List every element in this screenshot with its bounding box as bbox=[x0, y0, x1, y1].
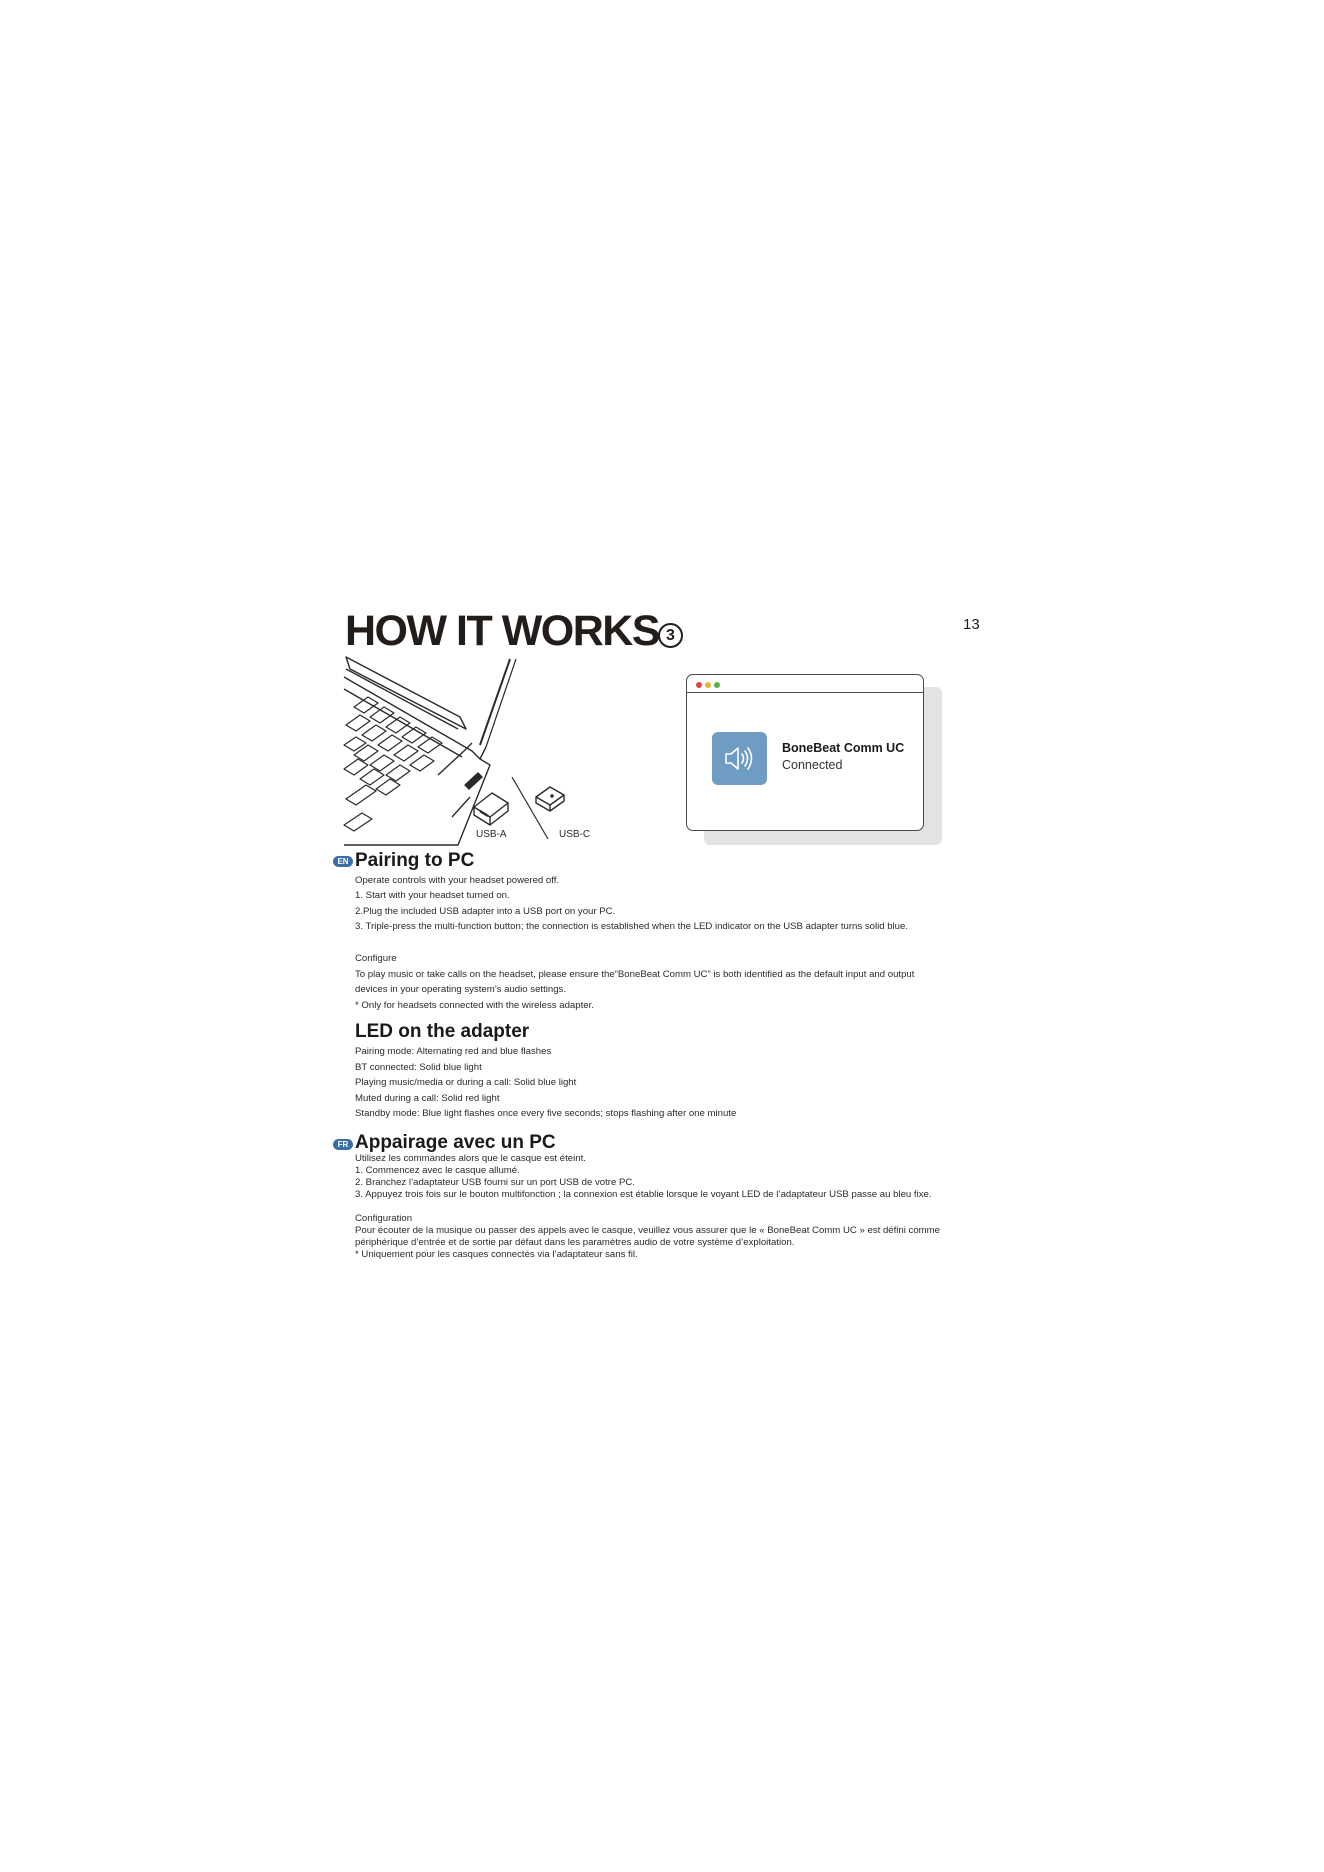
page-number: 13 bbox=[963, 616, 980, 633]
lang-badge-en: EN bbox=[333, 856, 353, 867]
section-heading-pairing: Pairing to PC bbox=[355, 850, 475, 871]
en-line: 2.Plug the included USB adapter into a USB port on your PC. bbox=[355, 906, 616, 917]
en-line: 1. Start with your headset turned on. bbox=[355, 890, 510, 901]
fr-configure-line: périphérique d’entrée et de sortie par défaut dans les paramètres audio de votre système d’exploitation. bbox=[355, 1237, 795, 1248]
fr-line: Utilisez les commandes alors que le casque est éteint. bbox=[355, 1153, 586, 1164]
en-line: Operate controls with your headset powered off. bbox=[355, 875, 560, 886]
fr-configure-line: Pour écouter de la musique ou passer des appels avec le casque, veuillez vous assurer que le « BoneBeat Comm UC » est défini comme bbox=[355, 1225, 940, 1236]
fr-configure-heading: Configuration bbox=[355, 1213, 413, 1224]
fr-line: 1. Commencez avec le casque allumé. bbox=[355, 1165, 520, 1176]
en-configure-heading: Configure bbox=[355, 953, 397, 964]
usb-c-label: USB-C bbox=[559, 829, 591, 840]
speaker-icon bbox=[712, 732, 767, 785]
minimize-dot-icon bbox=[705, 682, 711, 688]
led-line: Pairing mode: Alternating red and blue flashes bbox=[355, 1046, 552, 1057]
device-name: BoneBeat Comm UC bbox=[782, 741, 905, 755]
led-line: BT connected: Solid blue light bbox=[355, 1062, 482, 1073]
step-number-badge: 3 bbox=[658, 623, 683, 648]
led-line: Muted during a call: Solid red light bbox=[355, 1093, 500, 1104]
page-title: HOW IT WORKS bbox=[345, 607, 660, 655]
fr-line: 3. Appuyez trois fois sur le bouton multifonction ; la connexion est établie lorsque le voyant LED de l’adaptateur USB passe au bleu fixe. bbox=[355, 1189, 932, 1200]
fr-configure-line: * Uniquement pour les casques connectés via l’adaptateur sans fil. bbox=[355, 1249, 638, 1260]
en-configure-line: devices in your operating system’s audio settings. bbox=[355, 984, 566, 995]
window-title-bar-divider bbox=[687, 692, 923, 693]
en-line: 3. Triple-press the multi-function button; the connection is established when the LED indicator on the USB adapter turns solid blue. bbox=[355, 921, 909, 932]
close-dot-icon bbox=[696, 682, 702, 688]
device-status: Connected bbox=[782, 758, 843, 772]
fr-line: 2. Branchez l’adaptateur USB fourni sur un port USB de votre PC. bbox=[355, 1177, 635, 1188]
lang-badge-fr: FR bbox=[333, 1139, 353, 1150]
laptop-usb-illustration bbox=[340, 655, 600, 855]
en-configure-line: * Only for headsets connected with the wireless adapter. bbox=[355, 1000, 594, 1011]
speaker-tile bbox=[712, 732, 767, 785]
usb-a-label: USB-A bbox=[476, 829, 507, 840]
led-line: Standby mode: Blue light flashes once every five seconds; stops flashing after one minute bbox=[355, 1108, 737, 1119]
maximize-dot-icon bbox=[714, 682, 720, 688]
led-line: Playing music/media or during a call: Solid blue light bbox=[355, 1077, 577, 1088]
section-heading-led: LED on the adapter bbox=[355, 1021, 530, 1042]
section-heading-appairage: Appairage avec un PC bbox=[355, 1132, 556, 1153]
en-configure-line: To play music or take calls on the headset, please ensure the“BoneBeat Comm UC” is both identified as the default input and output bbox=[355, 969, 915, 980]
